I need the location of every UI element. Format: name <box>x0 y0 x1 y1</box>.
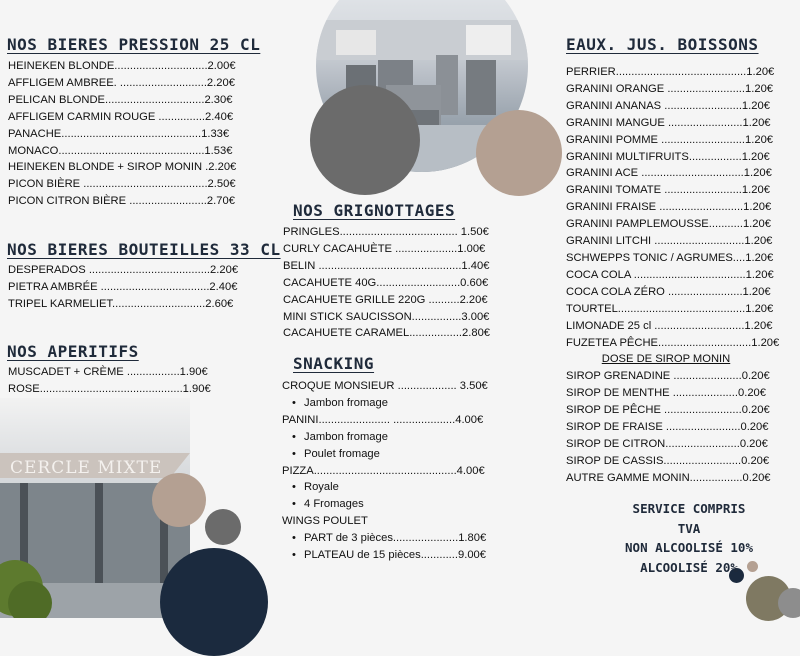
list-item: SIROP DE FRAISE ........................0.20€ <box>566 421 769 434</box>
list-item: ROSE..............................................1.90€ <box>8 382 211 395</box>
list-item: LIMONADE 25 cl .............................1.20€ <box>566 319 773 332</box>
service-line: TVA <box>677 520 701 536</box>
service-info <box>589 499 789 577</box>
list-item: GRANINI FRAISE ...........................1.20€ <box>566 201 772 214</box>
list-item: PELICAN BLONDE................................2.30€ <box>8 93 233 106</box>
list-item: TOURTEL.........................................1.20€ <box>566 302 774 315</box>
list-item: AFFLIGEM CARMIN ROUGE ...............2.40€ <box>8 110 234 123</box>
section-title-boissons: EAUX. JUS. BOISSONS <box>566 35 759 54</box>
section-title-snacking: SNACKING <box>293 354 375 373</box>
list-item: MINI STICK SAUCISSON................3.00€ <box>283 310 490 323</box>
list-item: • Royale <box>282 479 488 496</box>
list-item: MONACO...............................................1.53€ <box>8 144 233 157</box>
list-item: TRIPEL KARMELIET..............................2.60€ <box>8 297 234 310</box>
list-item: COCA COLA ZÉRO ........................1.20€ <box>566 285 771 298</box>
section-title-grignottages: NOS GRIGNOTTAGES <box>293 201 456 220</box>
list-item: • Jambon fromage <box>282 429 488 446</box>
list-item: COCA COLA ....................................1.20€ <box>566 268 774 281</box>
list-item: PIZZA..............................................4.00€ <box>282 464 485 477</box>
list-item: SIROP DE CASSIS.........................0.20€ <box>566 454 770 467</box>
list-item: SIROP DE PÊCHE .........................0.20€ <box>566 404 770 417</box>
list-item: • PLATEAU de 15 pièces............9.00€ <box>282 547 488 564</box>
list-item: • 4 Fromages <box>282 496 488 513</box>
grey-circle-decoration <box>778 588 800 618</box>
list-item: CURLY CACAHUÈTE ....................1.00€ <box>283 242 486 255</box>
service-line: SERVICE COMPRIS <box>632 501 746 516</box>
grignottages-list <box>283 224 490 342</box>
list-item: PANINI....................... ....................4.00€ <box>282 413 484 426</box>
list-item: DESPERADOS .......................................2.20€ <box>8 264 239 276</box>
list-item: MUSCADET + CRÈME .................1.90€ <box>8 366 208 378</box>
navy-circle-decoration <box>160 548 268 656</box>
list-item: PANACHE.............................................1.33€ <box>8 127 230 140</box>
grey-circle-decoration <box>205 509 241 545</box>
list-item: • Jambon fromage <box>282 395 488 412</box>
tan-circle-decoration <box>476 110 562 196</box>
list-item: WINGS POULET <box>282 515 368 528</box>
list-item: PICON BIÈRE ........................................2.50€ <box>8 178 236 191</box>
boissons-list <box>566 64 779 487</box>
list-item: HEINEKEN BLONDE + SIROP MONIN .2.20€ <box>8 161 237 174</box>
list-item: SIROP GRENADINE ......................0.20€ <box>566 370 770 383</box>
list-item: BELIN ..............................................1.40€ <box>283 259 490 272</box>
sirop-header: DOSE DE SIROP MONIN <box>601 353 731 366</box>
list-item: PRINGLES...................................... 1.50€ <box>283 226 489 238</box>
list-item: GRANINI MANGUE ........................1.20€ <box>566 116 771 129</box>
list-item: PICON CITRON BIÈRE .........................2.70€ <box>8 195 235 208</box>
tan-circle-decoration <box>152 473 206 527</box>
list-item: AUTRE GAMME MONIN.................0.20€ <box>566 471 771 484</box>
list-item: SIROP DE CITRON........................0.20€ <box>566 437 768 450</box>
service-line: ALCOOLISÉ 20% <box>640 559 738 575</box>
bieres-bouteilles-list <box>8 262 238 313</box>
list-item: SCHWEPPS TONIC / AGRUMES....1.20€ <box>566 251 774 264</box>
list-item: • Poulet fromage <box>282 446 488 463</box>
list-item: FUZETEA PÊCHE..............................1.20€ <box>566 336 780 349</box>
list-item: GRANINI ORANGE .........................1.20€ <box>566 82 774 95</box>
section-title-bieres-pression: NOS BIERES PRESSION 25 CL <box>7 35 261 54</box>
list-item: CACAHUETE CARAMEL.................2.80€ <box>283 327 491 340</box>
list-item: CROQUE MONSIEUR ................... 3.50€ <box>282 380 488 392</box>
list-item: GRANINI POMME ...........................1.20€ <box>566 133 774 146</box>
section-title-bieres-bouteilles: NOS BIERES BOUTEILLES 33 CL <box>7 240 281 259</box>
list-item: CACAHUETE 40G...........................0.60€ <box>283 276 489 289</box>
list-item: HEINEKEN BLONDE..............................2.00€ <box>8 60 236 72</box>
list-item: GRANINI ANANAS .........................1.20€ <box>566 99 770 112</box>
bieres-pression-list <box>8 58 236 210</box>
list-item: GRANINI PAMPLEMOUSSE...........1.20€ <box>566 218 771 231</box>
list-item: PIETRA AMBRÉE ...................................2.40€ <box>8 280 238 293</box>
list-item: PERRIER..........................................1.20€ <box>566 66 775 78</box>
list-item: GRANINI LITCHI .............................1.20€ <box>566 235 773 248</box>
section-title-aperitifs: NOS APERITIFS <box>7 342 139 361</box>
list-item: SIROP DE MENTHE .....................0.20€ <box>566 387 766 400</box>
list-item: GRANINI TOMATE .........................1.20€ <box>566 184 770 197</box>
service-line: NON ALCOOLISÉ 10% <box>625 540 753 555</box>
list-item: CACAHUETE GRILLE 220G ..........2.20€ <box>283 293 488 306</box>
list-item: AFFLIGEM AMBREE. ............................2.20€ <box>8 76 235 89</box>
list-item: GRANINI MULTIFRUITS.................1.20€ <box>566 150 770 163</box>
grey-circle-decoration <box>310 85 420 195</box>
list-item: • PART de 3 pièces.....................1.80€ <box>282 530 488 547</box>
aperitifs-list <box>8 364 211 398</box>
list-item: GRANINI ACE .................................1.20€ <box>566 167 772 180</box>
storefront-sign: CERCLE MIXTE <box>10 458 163 478</box>
snacking-list <box>282 378 488 564</box>
